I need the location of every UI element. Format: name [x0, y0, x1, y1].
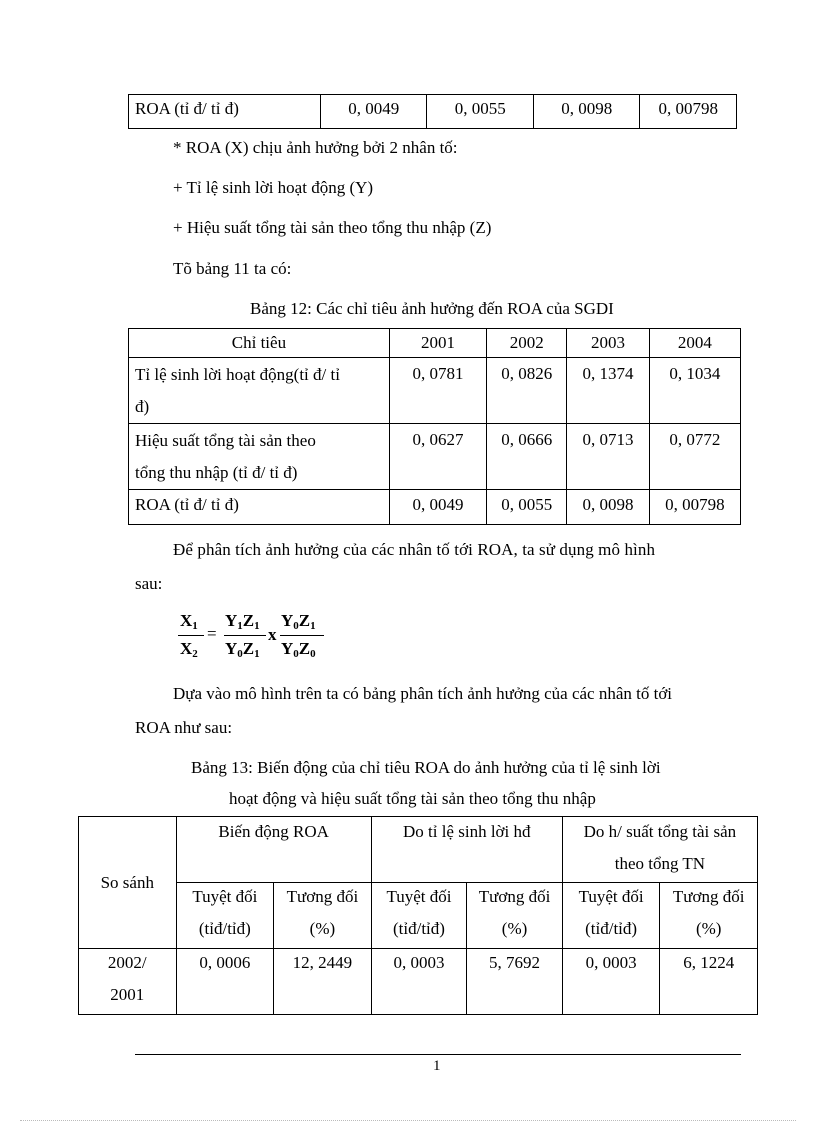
para2-line1: Dựa vào mô hình trên ta có bảng phân tích ảnh hưởng của các nhân tố tới: [173, 684, 673, 703]
rel-line2: (%): [501, 919, 528, 938]
table13-cell: 0, 0006: [176, 949, 274, 1015]
group3-line1: Do h/ suất tổng tài sản: [583, 822, 737, 841]
note-4: Tõ bảng 11 ta có:: [173, 259, 292, 278]
table13-cell: 12, 2449: [274, 949, 372, 1015]
formula-t2-num: $Y_0Z_1$: [281, 611, 316, 632]
row-label-line2: 2001: [110, 985, 145, 1004]
table13-cell: 0, 0003: [371, 949, 467, 1015]
table13: [78, 816, 758, 1015]
table12-cell: 0, 1034: [649, 358, 740, 424]
note-3: + Hiệu suất tổng tài sản theo tổng thu nhập (Z): [173, 218, 492, 237]
table12-cell: 0, 00798: [649, 490, 740, 525]
table12-cell: 0, 0713: [567, 424, 649, 490]
group3-line2: theo tổng TN: [614, 854, 706, 873]
rel-line2: (%): [695, 919, 722, 938]
footer-divider: [135, 1054, 741, 1055]
table12-cell: 0, 0781: [389, 358, 486, 424]
abs-line1: Tuyệt đối: [578, 887, 644, 906]
table13-caption-1: Bảng 13: Biến động của chỉ tiêu ROA do ảnh hưởng của tỉ lệ sinh lời: [191, 758, 661, 777]
table12: [128, 328, 741, 525]
table13-abs-header: [562, 883, 660, 949]
table13-cell: 6, 1224: [660, 949, 758, 1015]
table13-abs-header: [371, 883, 467, 949]
rel-line1: Tương đối: [672, 887, 745, 906]
abs-line1: Tuyệt đối: [386, 887, 452, 906]
table13-group-profit: Do tỉ lệ sinh lời hđ: [371, 817, 562, 883]
top-row-cell: 0, 00798: [640, 95, 737, 129]
note-2: + Tỉ lệ sinh lời hoạt động (Y): [173, 178, 374, 197]
top-row-cell: 0, 0055: [427, 95, 534, 129]
rel-line2: (%): [309, 919, 336, 938]
formula-lhs-num: $X_1$: [180, 611, 198, 632]
abs-line2: (tỉđ/tỉđ): [198, 919, 251, 938]
para2-line2: ROA như sau:: [135, 718, 233, 737]
row-label-line1: Hiệu suất tổng tài sản theo: [135, 431, 316, 450]
table13-caption-2: hoạt động và hiệu suất tổng tài sản theo tổng thu nhập: [229, 789, 596, 808]
table12-header: 2001: [389, 329, 486, 358]
table13-cell: 5, 7692: [467, 949, 563, 1015]
formula-t1-den: $Y_0Z_1$: [225, 639, 260, 660]
formula-t1-num: $Y_1Z_1$: [225, 611, 260, 632]
table13-cell: 0, 0003: [562, 949, 660, 1015]
table12-header: Chỉ tiêu: [129, 329, 390, 358]
table13-group-roa: Biến động ROA: [176, 817, 371, 883]
table12-header: 2002: [487, 329, 567, 358]
top-row-label: ROA (tỉ đ/ tỉ đ): [129, 95, 321, 129]
table13-group-efficiency: [562, 817, 757, 883]
formula-lhs-den: $X_2$: [180, 639, 198, 660]
table12-cell: 0, 0049: [389, 490, 486, 525]
table13-row-label: [79, 949, 177, 1015]
table12-cell: 0, 0826: [487, 358, 567, 424]
para1-line1: Để phân tích ảnh hưởng của các nhân tố tới ROA, ta sử dụng mô hình: [173, 540, 656, 559]
row-label-line2: tổng thu nhập (tỉ đ/ tỉ đ): [135, 463, 298, 482]
table12-cell: 0, 0098: [567, 490, 649, 525]
table12-cell: 0, 1374: [567, 358, 649, 424]
table12-cell: 0, 0627: [389, 424, 486, 490]
row-label-line1: Tỉ lệ sinh lời hoạt động(tỉ đ/ tỉ: [135, 365, 340, 384]
table12-cell: 0, 0666: [487, 424, 567, 490]
row-label-line2: đ): [135, 397, 150, 416]
rel-line1: Tương đối: [478, 887, 551, 906]
table13-rel-header: [660, 883, 758, 949]
formula-times: x: [268, 625, 277, 644]
row-label-line1: 2002/: [107, 953, 147, 972]
top-roa-table: [128, 94, 737, 129]
table13-rel-header: [274, 883, 372, 949]
table13-abs-header: [176, 883, 274, 949]
table12-cell: 0, 0772: [649, 424, 740, 490]
abs-line1: Tuyệt đối: [192, 887, 258, 906]
table12-header: 2003: [567, 329, 649, 358]
rel-line1: Tương đối: [286, 887, 359, 906]
top-row-cell: 0, 0049: [320, 95, 427, 129]
page-bottom-border: [20, 1120, 796, 1121]
para1-line2: sau:: [135, 574, 163, 593]
formula: [178, 611, 328, 666]
table12-row-label: [129, 358, 390, 424]
abs-line2: (tỉđ/tỉđ): [392, 919, 445, 938]
table12-caption: Bảng 12: Các chỉ tiêu ảnh hưởng đến ROA của SGDI: [250, 299, 614, 318]
table13-rel-header: [467, 883, 563, 949]
table12-header: 2004: [649, 329, 740, 358]
table12-row-label: ROA (tỉ đ/ tỉ đ): [129, 490, 390, 525]
formula-equals: =: [207, 624, 217, 643]
abs-line2: (tỉđ/tỉđ): [585, 919, 638, 938]
formula-t2-den: $Y_0Z_0$: [281, 639, 316, 660]
table12-row-label: [129, 424, 390, 490]
page-number: 1: [433, 1058, 441, 1074]
top-row-cell: 0, 0098: [533, 95, 640, 129]
table13-compare-header: So sánh: [79, 817, 177, 949]
table12-cell: 0, 0055: [487, 490, 567, 525]
note-1: * ROA (X) chịu ảnh hưởng bởi 2 nhân tố:: [173, 138, 458, 157]
